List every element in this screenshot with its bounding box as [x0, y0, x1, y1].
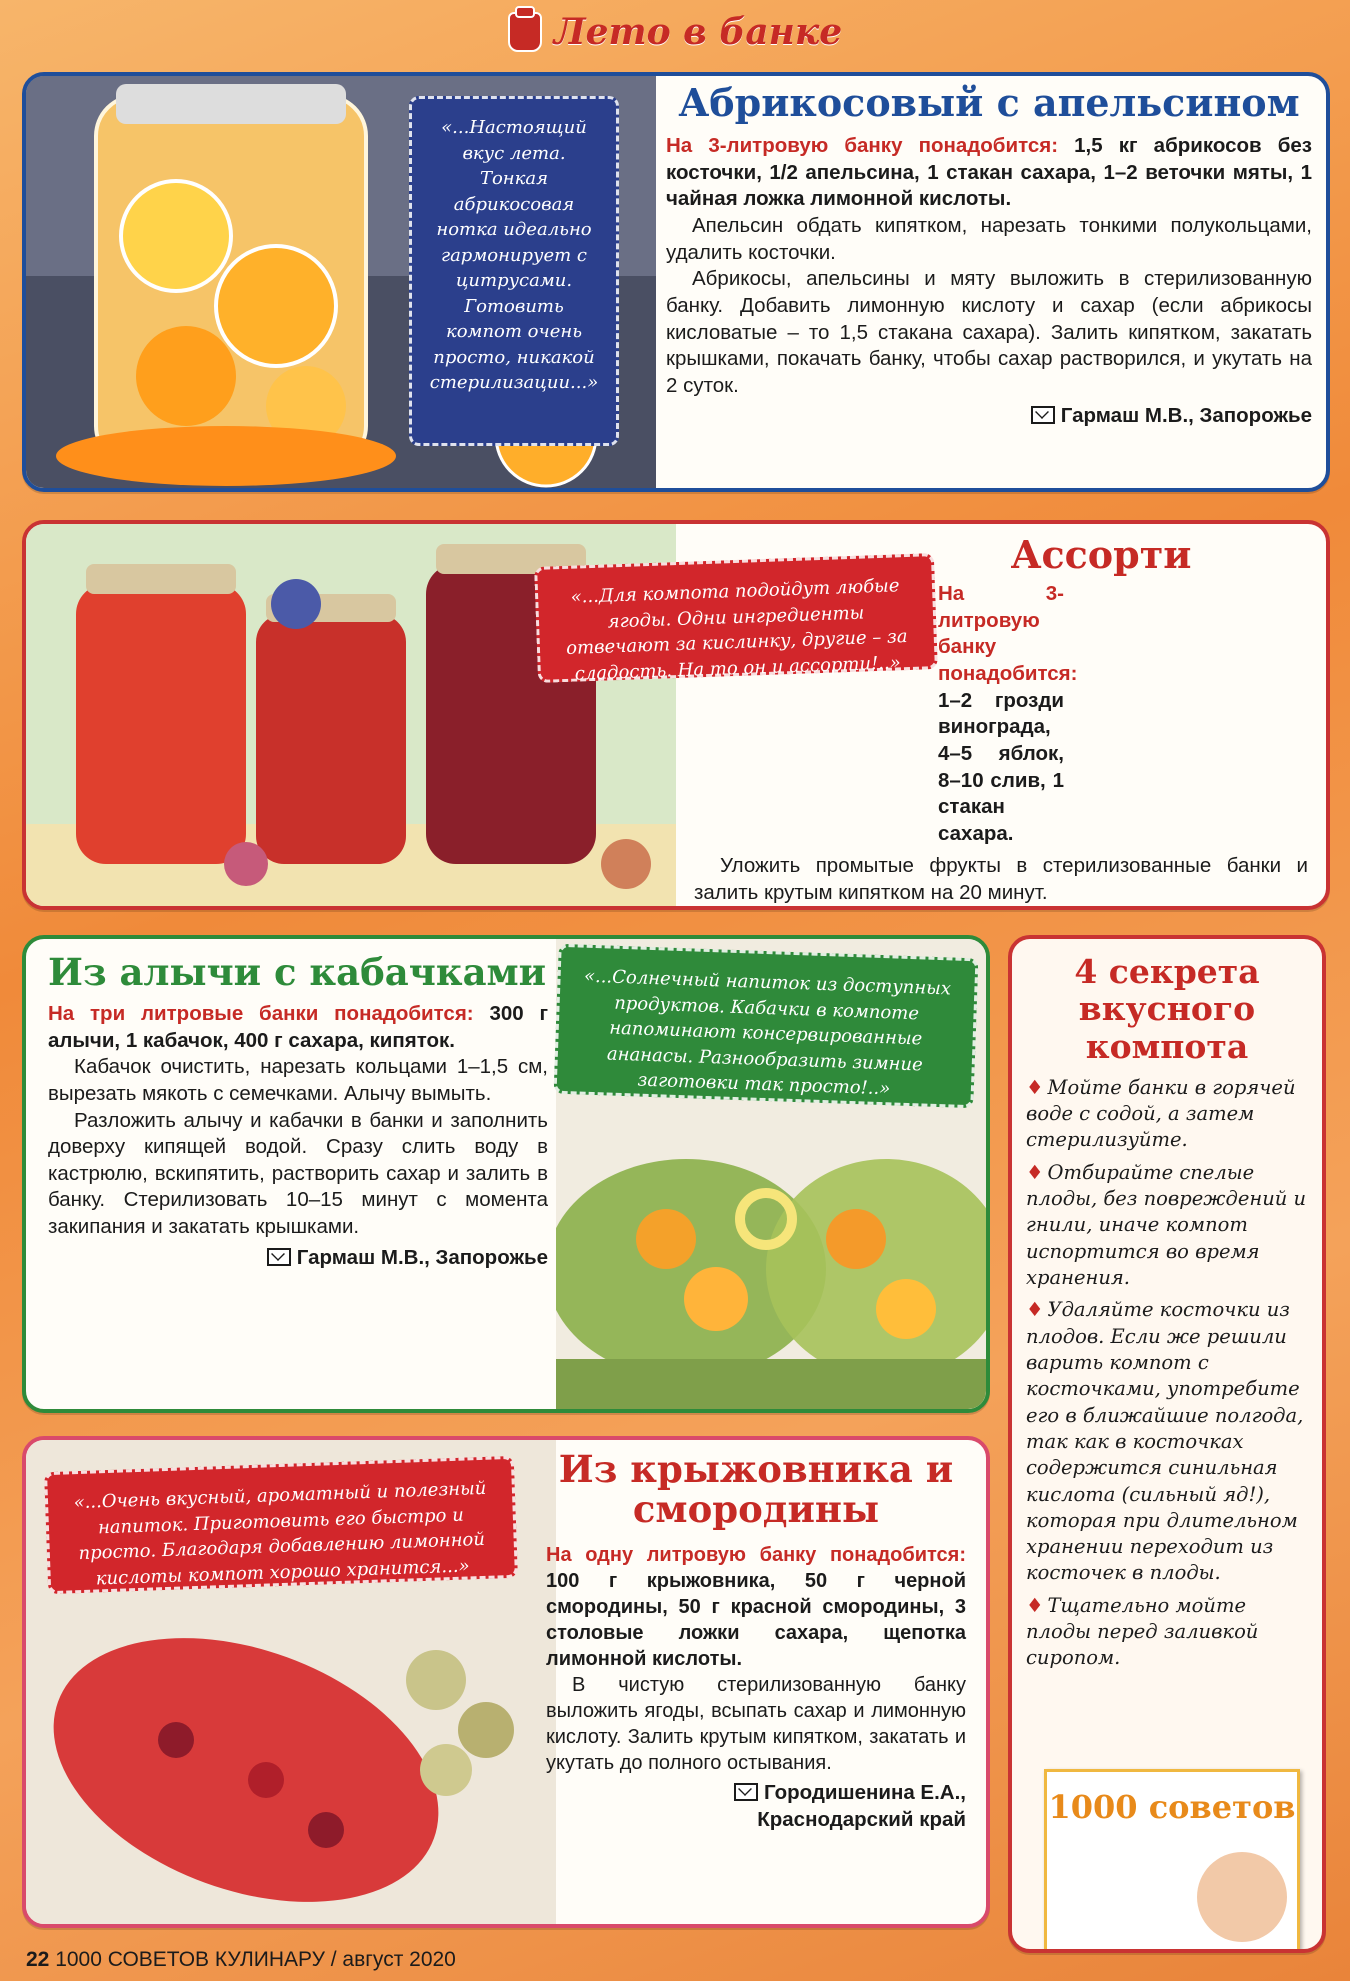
step: Уложить промытые фрукты в стерилизованные банки и залить крутым кипятком на 20 минут. — [694, 854, 1308, 905]
secret-item: ♦ Мойте банки в горячей воде с содой, а затем стерилизуйте. — [1026, 1075, 1296, 1152]
author: Гармаш М.В., Запорожье — [666, 403, 1312, 430]
envelope-icon — [734, 1783, 758, 1801]
quote-box: «...Очень вкусный, ароматный и полезный напиток. Приготовить его быстро и просто. Благодаря добавлению лимонной кислоты компот хорошо хранится...» — [44, 1456, 518, 1594]
secrets-box — [1008, 935, 1326, 1953]
ingredients: На 3-литровую банку понадобится: 1,5 кг абрикосов без косточки, 1/2 апельсина, 1 стакан сахара, 1–2 веточки мяты, 1 чайная ложка лимонной кислоты. — [666, 134, 1312, 211]
step: В чистую стерилизованную банку выложить ягоды, всыпать сахар и лимонную кислоту. Залить крутым кипятком, закатать и укутать до полного остывания. — [546, 1673, 966, 1774]
author: Гармаш М.В., Запорожье — [48, 1245, 548, 1272]
envelope-icon — [1031, 406, 1055, 424]
recipe-card-assorti — [22, 520, 1330, 910]
page-number: 22 — [26, 1948, 50, 1971]
section-title: Лето в банке — [553, 11, 843, 53]
recipe-title: Из крыжовника и смородины — [558, 1447, 954, 1531]
recipe-title: Ассорти — [1010, 532, 1192, 577]
recipe-text — [546, 1447, 966, 1833]
ingredients: На 3-литровую банку понадобится: 1–2 грозди винограда, 4–5 яблок, 8–10 слив, 1 стакан сахара. — [938, 582, 1078, 845]
recipe-title: Из алычи с кабачками — [48, 950, 547, 994]
page-footer — [26, 1948, 456, 1972]
ingredients: На три литровые банки понадобится: 300 г алычи, 1 кабачок, 400 г сахара, кипяток. — [48, 1001, 548, 1052]
secret-item: ♦ Отбирайте спелые плоды, без повреждений и гнили, иначе компот испортится во время хранения. — [1026, 1160, 1307, 1290]
step: Апельсин обдать кипятком, нарезать тонкими полукольцами, удалить косточки. — [666, 213, 1312, 264]
issue: / август 2020 — [330, 1948, 456, 1971]
recipe-card-apricot — [22, 72, 1330, 492]
recipe-card-alycha — [22, 935, 990, 1413]
magazine-name: 1000 СОВЕТОВ КУЛИНАРУ — [55, 1948, 325, 1971]
recipe-card-gooseberry — [22, 1436, 990, 1928]
secrets-title: 4 секрета вкусного компота — [1074, 952, 1260, 1066]
page-header — [0, 0, 1350, 64]
recipe-title: Абрикосовый с апельсином — [678, 80, 1300, 125]
magazine-cover — [1044, 1769, 1300, 1953]
quote-box: «...Для компота подойдут любые ягоды. Одни ингредиенты отвечают за кислинку, другие – за сладость. На то он и ассорти!..» — [534, 553, 938, 683]
step: Разложить алычу и кабачки в банки и заполнить доверху кипящей водой. Сразу слить воду в кастрюлю, вскипятить, растворить сахар и залить в банку. Стерилизовать 10–15 минут с момента закипания и закатать крышками. — [48, 1108, 548, 1239]
ingredients: На одну литровую банку понадобится: 100 г крыжовника, 50 г черной смородины, 50 г красной смородины, 3 столовые ложки сахара, щепотка лимонной кислоты. — [546, 1543, 966, 1670]
step: Кабачок очистить, нарезать кольцами 1–1,5 см, вырезать мякоть с семечками. Алычу вымыть. — [48, 1055, 548, 1105]
envelope-icon — [267, 1248, 291, 1266]
recipe-text — [666, 82, 1312, 430]
quote-box: «...Настоящий вкус лета. Тонкая абрикосовая нотка идеально гармонирует с цитрусами. Готовить компот очень просто, никакой стерилизации...» — [409, 96, 619, 446]
magazine-cover-logo: 1000 советов — [1048, 1788, 1296, 1826]
step — [694, 907, 1308, 910]
quote-box: «...Солнечный напиток из доступных продуктов. Кабачки в компоте напоминают консервированные ананасы. Разнообразить зимние заготовки так просто!..» — [554, 944, 979, 1109]
jar-icon — [508, 12, 542, 52]
step: Абрикосы, апельсины и мяту выложить в стерилизованную банку. Добавить лимонную кислоту и сахар (если абрикосы кисловатые – то 1,5 стакана сахара). Залить кипятком, закатать крышками, покачать банку, чтобы сахар растворился, и укутать на 2 суток. — [666, 267, 1312, 397]
recipe-text — [694, 534, 1308, 910]
secret-item: ♦ Тщательно мойте плоды перед заливкой сиропом. — [1026, 1593, 1259, 1670]
recipe-text — [48, 950, 548, 1271]
author: Городишенина Е.А., Краснодарский край — [546, 1780, 966, 1833]
secret-item: ♦ Удаляйте косточки из плодов. Если же решили варить компот с косточками, употребите его в ближайшие полгода, так как в косточках содержится синильная кислота (сильный яд!), которая при длительном хранении переходит из косточек в плоды. — [1026, 1298, 1304, 1585]
cover-photo — [1197, 1852, 1287, 1942]
